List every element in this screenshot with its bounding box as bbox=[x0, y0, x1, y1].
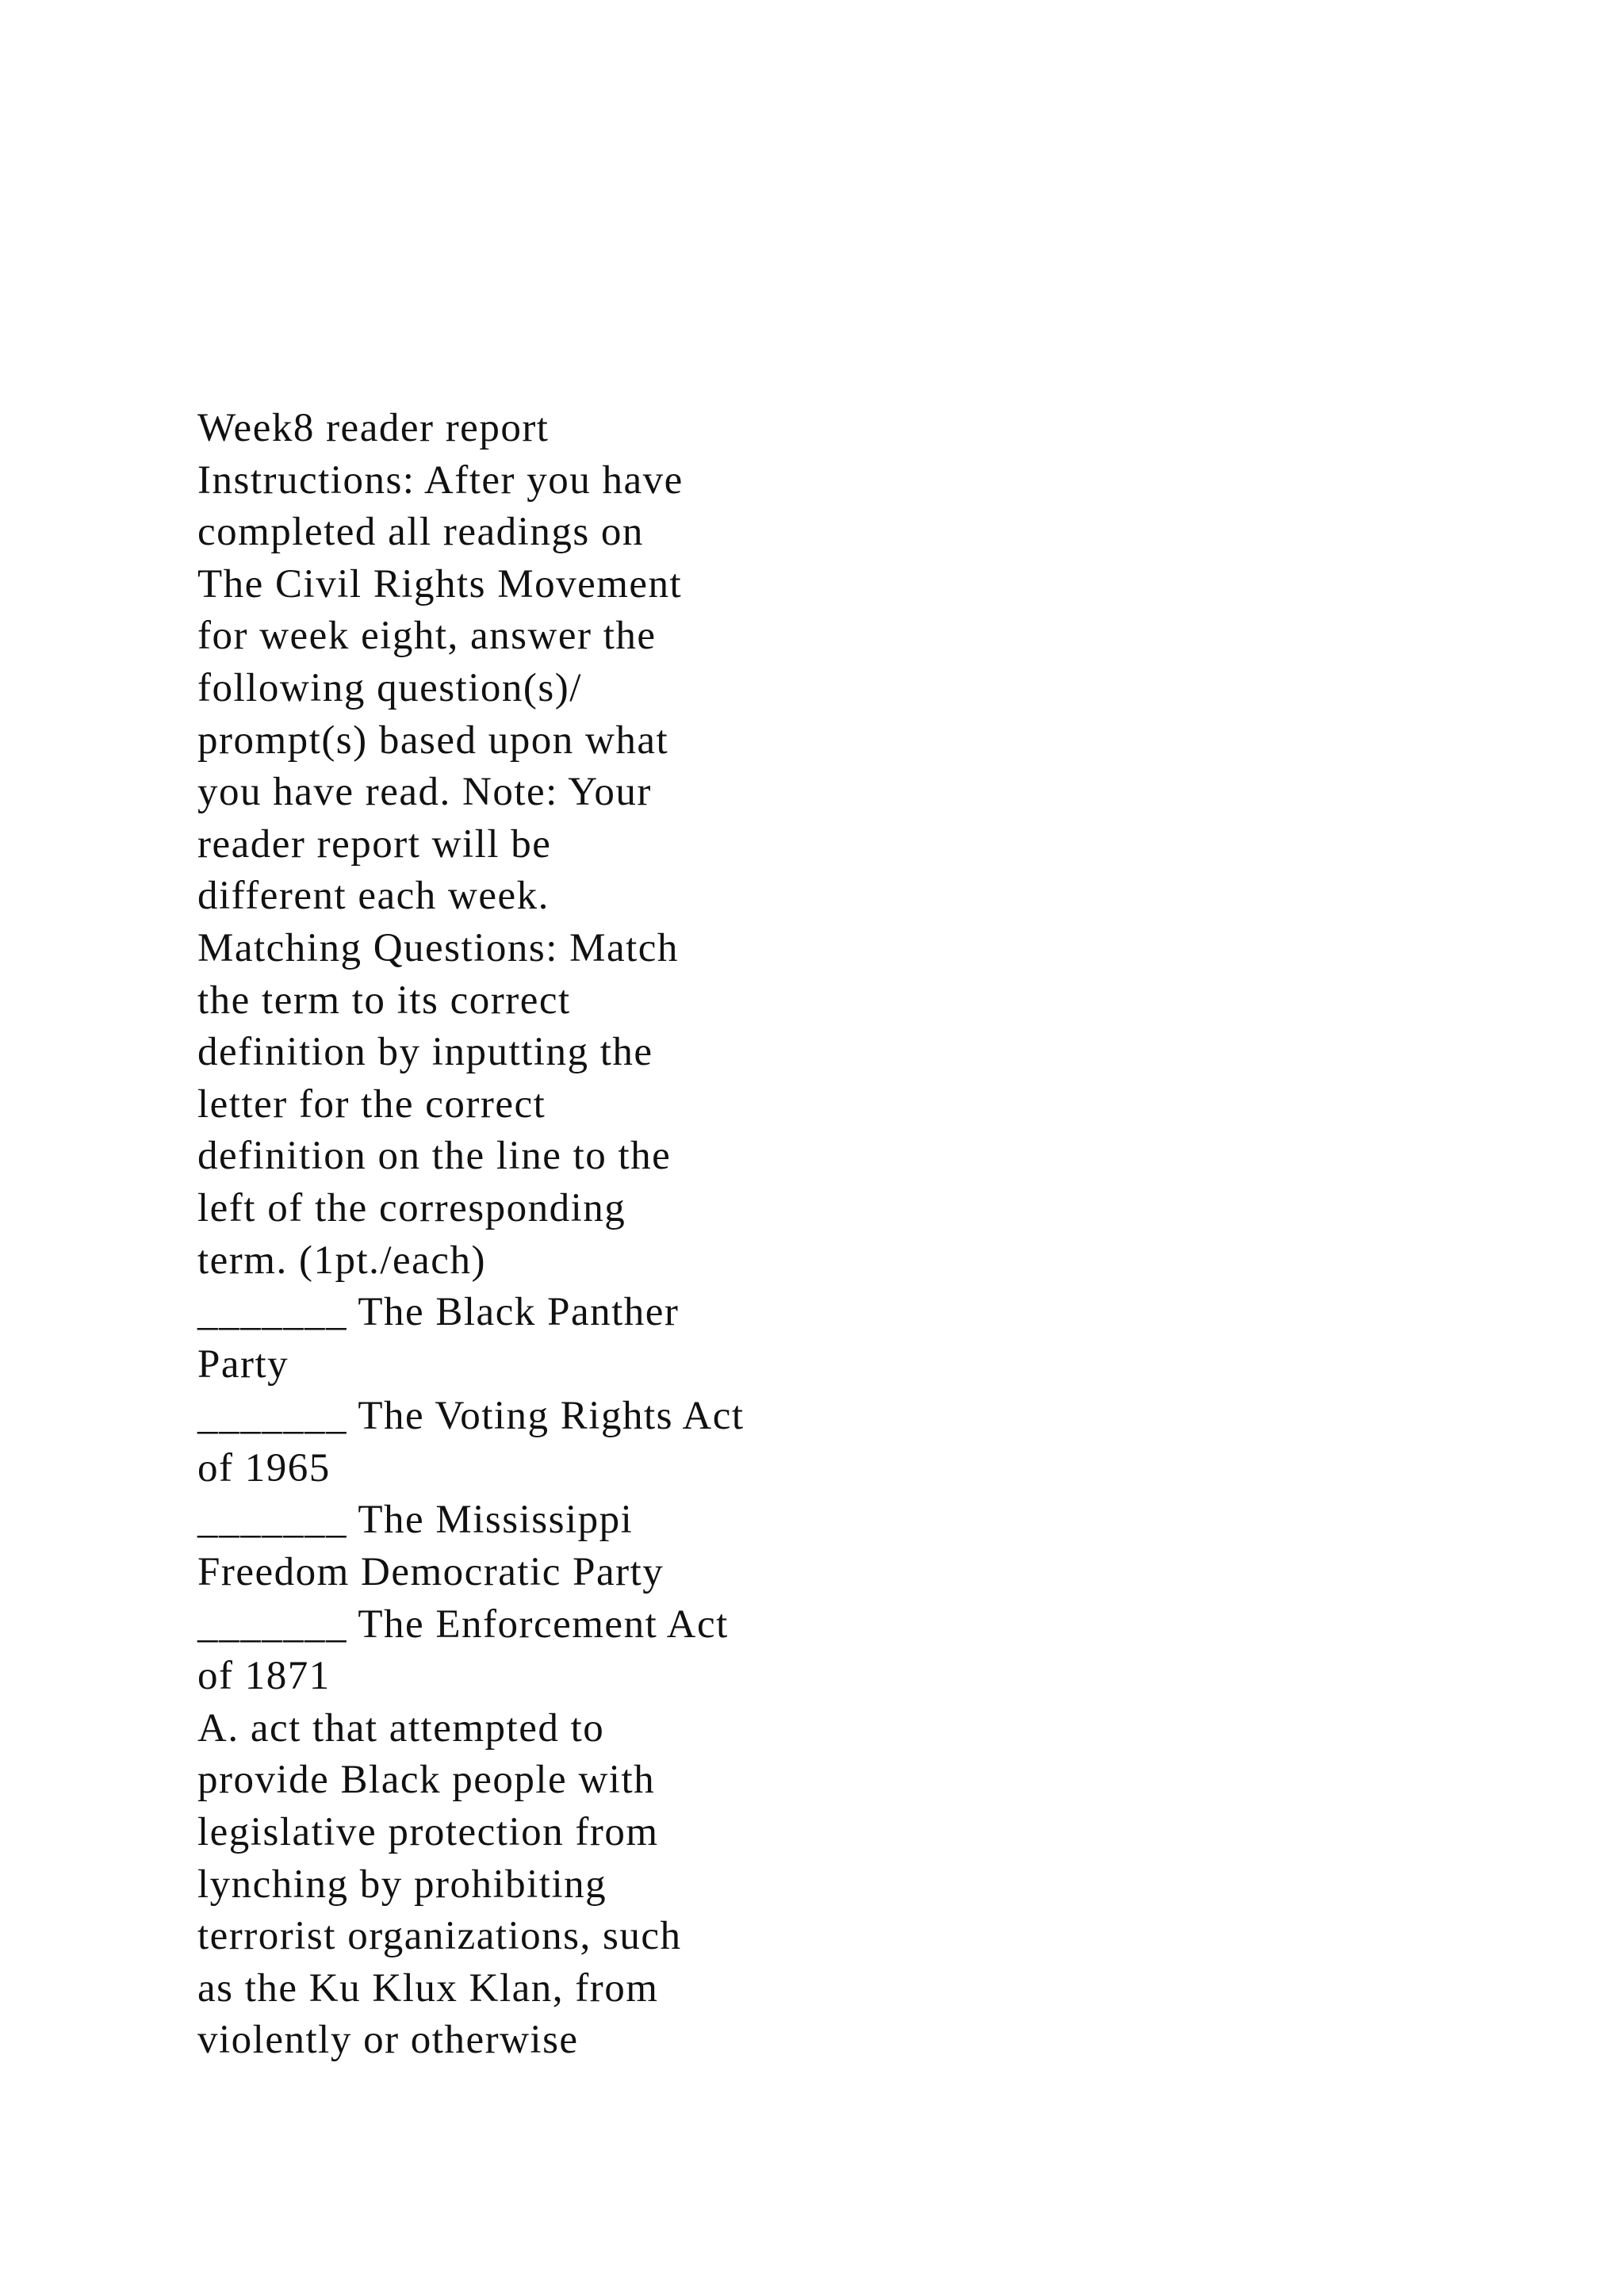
instructions-line: different each week. bbox=[197, 874, 550, 919]
matching-instructions-line: definition by inputting the bbox=[197, 1030, 653, 1075]
instructions-line: The Civil Rights Movement bbox=[197, 561, 683, 607]
definition-line: lynching by prohibiting bbox=[197, 1862, 607, 1907]
definition-line: violently or otherwise bbox=[197, 2018, 579, 2063]
matching-term-line: of 1871 bbox=[197, 1654, 331, 1699]
matching-instructions-line: the term to its correct bbox=[197, 978, 571, 1023]
matching-term-line: Freedom Democratic Party bbox=[197, 1550, 665, 1595]
matching-term-line: _______ The Mississippi bbox=[197, 1498, 634, 1543]
matching-term-line: _______ The Black Panther bbox=[197, 1290, 680, 1335]
matching-term-line: of 1965 bbox=[197, 1445, 331, 1490]
definition-line: A. act that attempted to bbox=[197, 1705, 605, 1751]
definition-line: as the Ku Klux Klan, from bbox=[197, 1965, 659, 2011]
definition-line: legislative protection from bbox=[197, 1810, 659, 1855]
instructions-line: for week eight, answer the bbox=[197, 614, 657, 659]
matching-term-line: _______ The Enforcement Act bbox=[197, 1601, 729, 1647]
definition-line: provide Black people with bbox=[197, 1758, 656, 1803]
instructions-line: reader report will be bbox=[197, 821, 552, 867]
matching-instructions-line: Matching Questions: Match bbox=[197, 925, 679, 970]
document-text bbox=[197, 403, 1545, 2067]
matching-instructions-line: letter for the correct bbox=[197, 1081, 546, 1127]
matching-instructions-line: definition on the line to the bbox=[197, 1134, 672, 1179]
matching-term-line: _______ The Voting Rights Act bbox=[197, 1394, 745, 1439]
matching-term-line: Party bbox=[197, 1341, 289, 1387]
instructions-line: you have read. Note: Your bbox=[197, 770, 652, 815]
document-title: Week8 reader report bbox=[197, 406, 550, 450]
instructions-line: prompt(s) based upon what bbox=[197, 718, 669, 763]
instructions-line: completed all readings on bbox=[197, 510, 644, 555]
definition-line: terrorist organizations, such bbox=[197, 1914, 682, 1959]
matching-instructions-line: left of the corresponding bbox=[197, 1185, 626, 1230]
matching-instructions-line: term. (1pt./each) bbox=[197, 1238, 486, 1283]
instructions-line: following question(s)/ bbox=[197, 665, 582, 710]
instructions-line: Instructions: After you have bbox=[197, 457, 684, 503]
